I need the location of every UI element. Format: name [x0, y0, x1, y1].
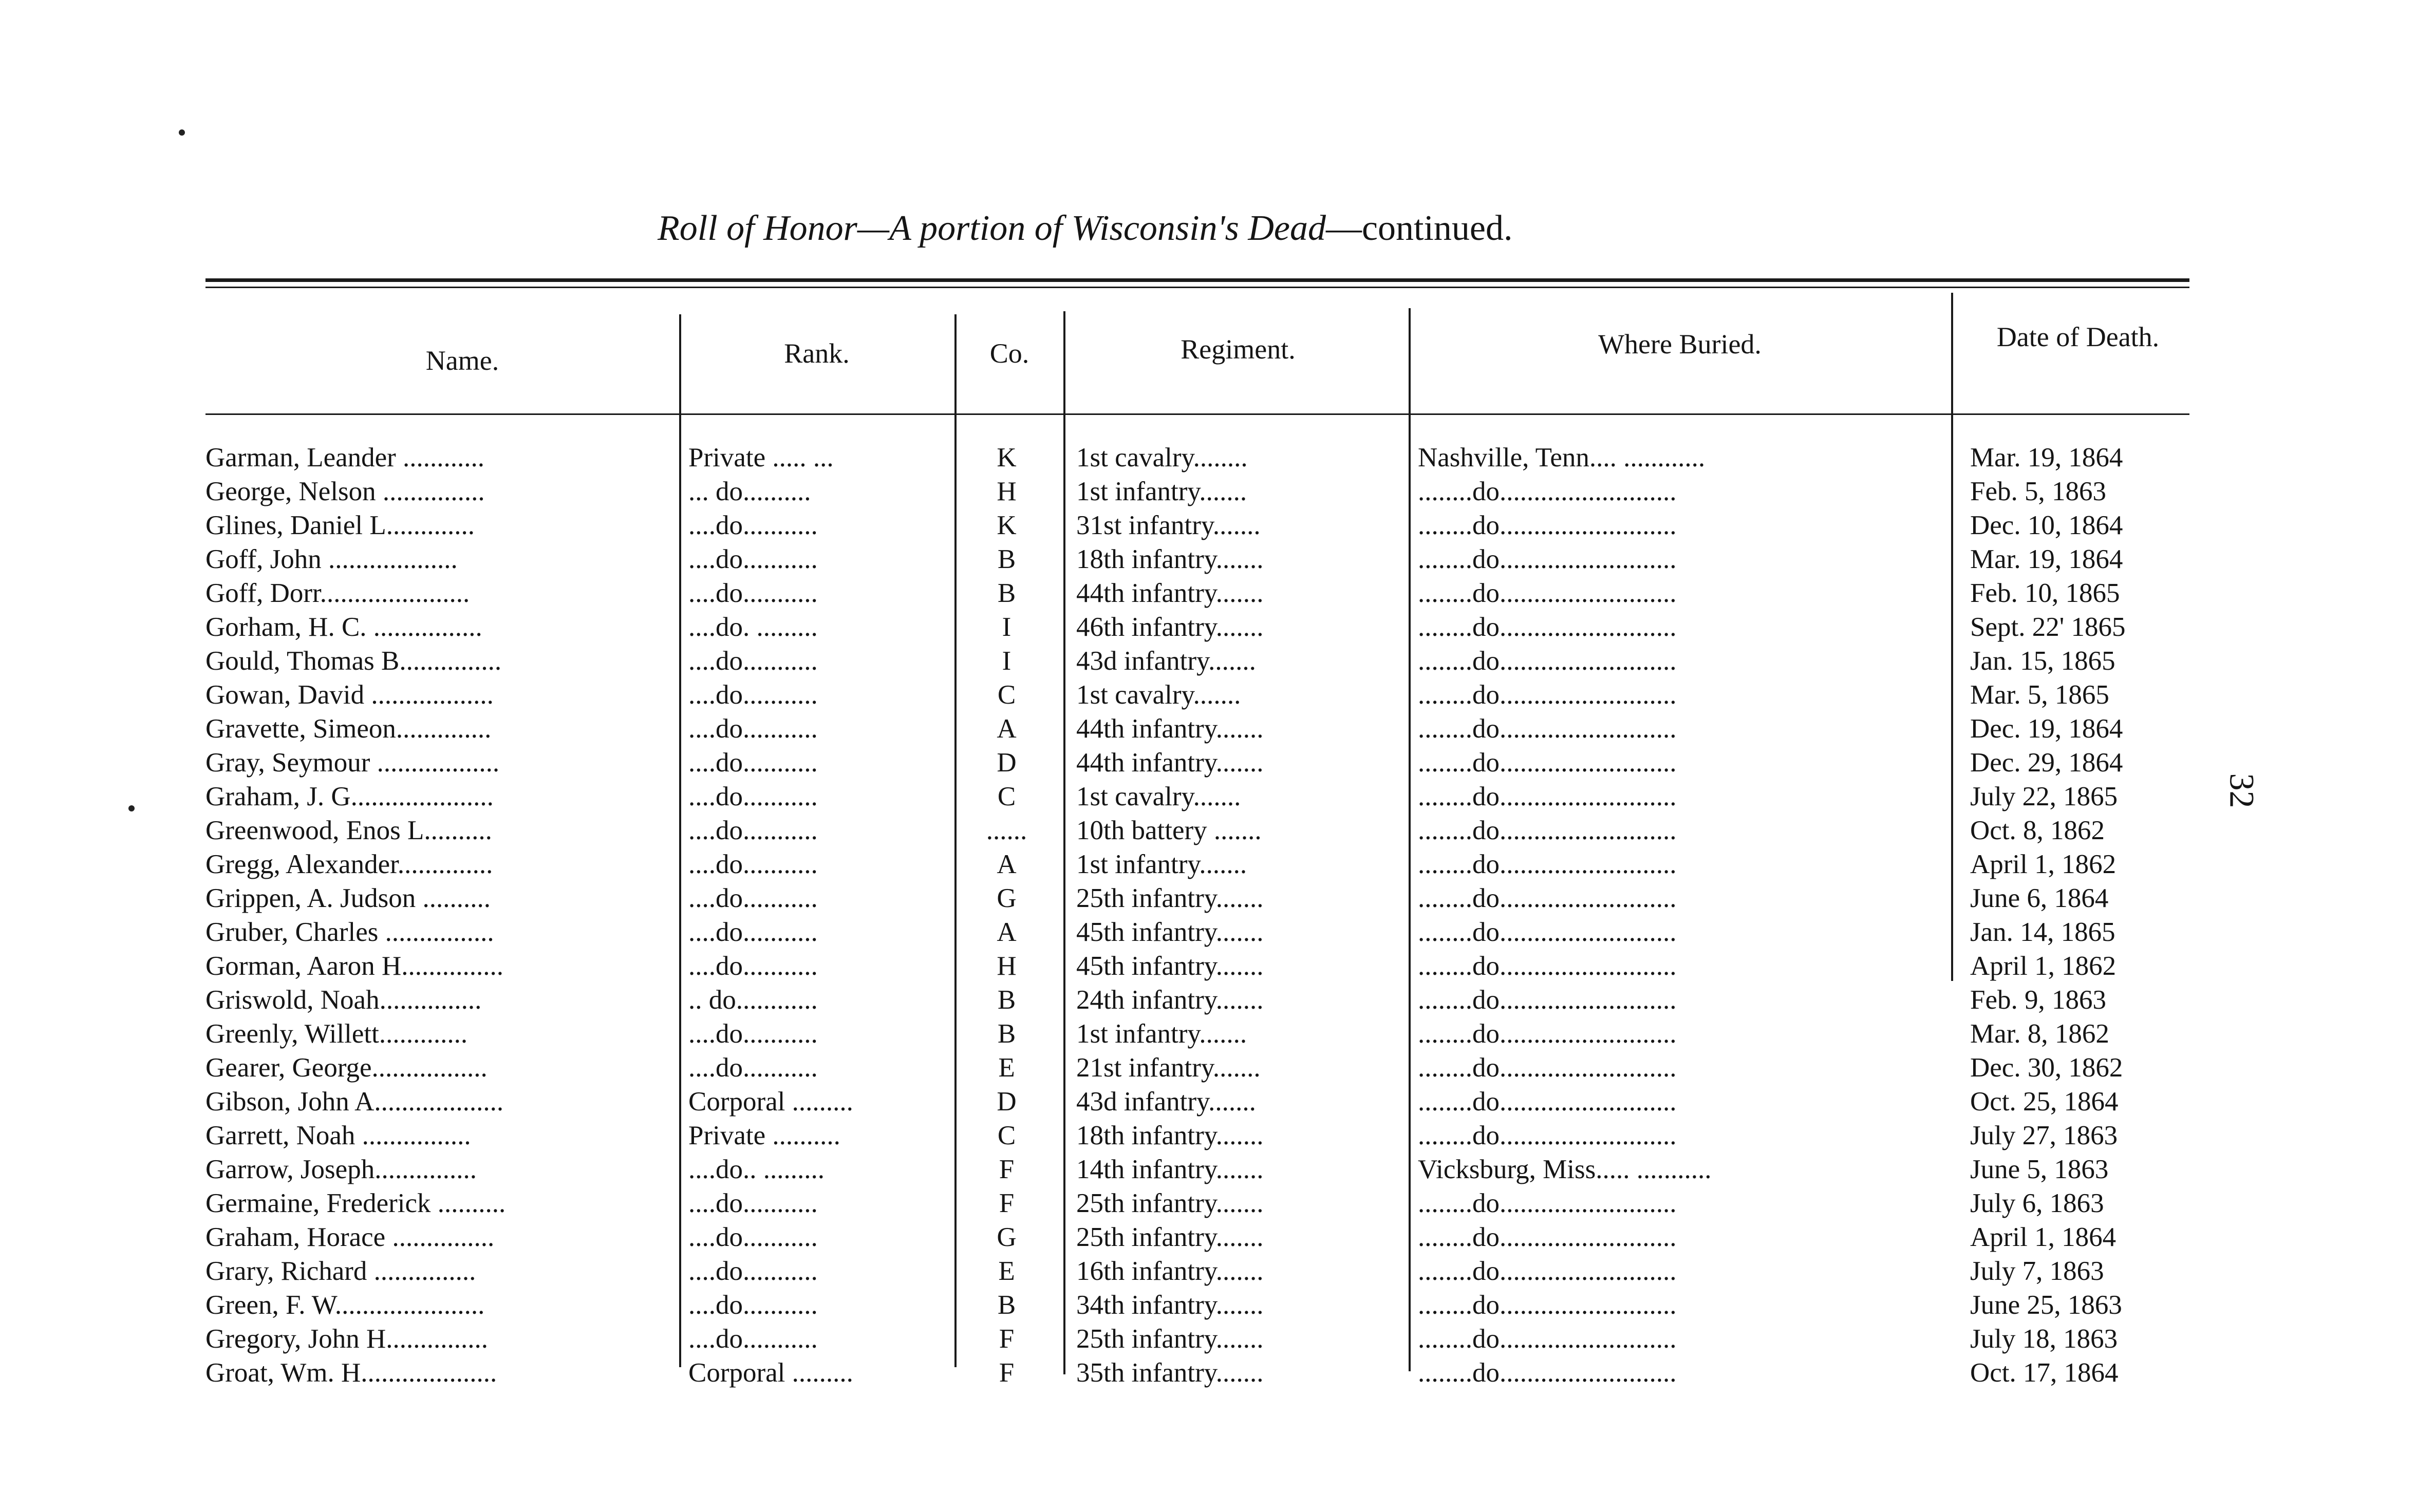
entry-where-buried: ........do.......................... — [1418, 1256, 1677, 1286]
table-row — [0, 746, 2435, 780]
entry-rank: ....do........... — [688, 1019, 818, 1049]
table-row — [0, 881, 2435, 915]
entry-date-of-death: June 5, 1863 — [1970, 1155, 2109, 1184]
scan-speck — [179, 129, 185, 136]
entry-company: D — [997, 1087, 1017, 1117]
header-rule — [205, 413, 2189, 415]
entry-rank: ....do........... — [688, 951, 818, 981]
entry-rank: ....do........... — [688, 782, 818, 811]
entry-where-buried: ........do.......................... — [1418, 883, 1677, 913]
entry-rank: Corporal ......... — [688, 1087, 853, 1117]
entry-where-buried: ........do.......................... — [1418, 816, 1677, 845]
entry-name: Garrett, Noah ................ — [205, 1121, 471, 1150]
entry-name: Grippen, A. Judson .......... — [205, 883, 491, 913]
entry-regiment: 10th battery ....... — [1076, 816, 1262, 845]
entry-company: H — [997, 951, 1017, 981]
entry-name: Gibson, John A................... — [205, 1087, 504, 1117]
table-row — [0, 508, 2435, 542]
entry-company: E — [998, 1053, 1015, 1083]
top-rule-thick — [205, 278, 2189, 282]
entry-where-buried: ........do.......................... — [1418, 951, 1677, 981]
entry-where-buried: ........do.......................... — [1418, 1324, 1677, 1354]
entry-date-of-death: July 27, 1863 — [1970, 1121, 2118, 1150]
entry-date-of-death: Feb. 5, 1863 — [1970, 477, 2106, 506]
entry-name: Gregg, Alexander.............. — [205, 849, 493, 879]
table-row — [0, 1017, 2435, 1051]
table-row — [0, 1220, 2435, 1254]
entry-date-of-death: Dec. 19, 1864 — [1970, 714, 2123, 744]
entry-regiment: 24th infantry....... — [1076, 985, 1264, 1015]
entry-date-of-death: Mar. 19, 1864 — [1970, 443, 2123, 472]
entry-regiment: 43d infantry....... — [1076, 1087, 1256, 1117]
entry-rank: ....do........... — [688, 1053, 818, 1083]
entry-name: Gruber, Charles ................ — [205, 917, 494, 947]
table-row — [0, 915, 2435, 949]
entry-date-of-death: Oct. 25, 1864 — [1970, 1087, 2119, 1117]
entry-regiment: 1st infantry....... — [1076, 477, 1247, 506]
entry-rank: ....do........... — [688, 883, 818, 913]
entry-date-of-death: Dec. 29, 1864 — [1970, 748, 2123, 778]
entry-date-of-death: Jan. 14, 1865 — [1970, 917, 2115, 947]
entry-company: F — [999, 1324, 1015, 1354]
entry-rank: ....do. ......... — [688, 612, 818, 642]
entry-regiment: 46th infantry....... — [1076, 612, 1264, 642]
entry-where-buried: ........do.......................... — [1418, 782, 1677, 811]
entry-company: A — [997, 917, 1017, 947]
entry-where-buried: ........do.......................... — [1418, 612, 1677, 642]
entry-company: I — [1002, 646, 1012, 676]
entry-date-of-death: July 7, 1863 — [1970, 1256, 2104, 1286]
entry-date-of-death: Feb. 9, 1863 — [1970, 985, 2106, 1015]
entry-company: B — [997, 578, 1016, 608]
entry-company: A — [997, 714, 1017, 744]
entry-name: Graham, J. G..................... — [205, 782, 494, 811]
entry-company: C — [997, 680, 1016, 710]
entry-date-of-death: Oct. 8, 1862 — [1970, 816, 2105, 845]
entry-regiment: 21st infantry....... — [1076, 1053, 1261, 1083]
table-row — [0, 712, 2435, 746]
entry-company: K — [997, 511, 1017, 540]
table-row — [0, 1085, 2435, 1119]
table-row — [0, 780, 2435, 814]
entry-name: Garman, Leander ............ — [205, 443, 485, 472]
entry-where-buried: Nashville, Tenn.... ............ — [1418, 443, 1706, 472]
table-row — [0, 814, 2435, 847]
entry-where-buried: ........do.......................... — [1418, 714, 1677, 744]
entry-regiment: 16th infantry....... — [1076, 1256, 1264, 1286]
entry-name: Germaine, Frederick .......... — [205, 1188, 506, 1218]
entry-where-buried: ........do.......................... — [1418, 748, 1677, 778]
table-row — [0, 644, 2435, 678]
entry-regiment: 45th infantry....... — [1076, 917, 1264, 947]
entry-date-of-death: Mar. 5, 1865 — [1970, 680, 2109, 710]
table-row — [0, 1051, 2435, 1085]
entry-name: Gorman, Aaron H............... — [205, 951, 503, 981]
entry-regiment: 18th infantry....... — [1076, 544, 1264, 574]
table-row — [0, 1356, 2435, 1390]
entry-regiment: 25th infantry....... — [1076, 1222, 1264, 1252]
entry-where-buried: ........do.......................... — [1418, 1188, 1677, 1218]
entry-name: Griswold, Noah............... — [205, 985, 482, 1015]
entry-regiment: 14th infantry....... — [1076, 1155, 1264, 1184]
entry-regiment: 25th infantry....... — [1076, 1324, 1264, 1354]
entry-date-of-death: Mar. 19, 1864 — [1970, 544, 2123, 574]
table-row — [0, 441, 2435, 475]
entry-where-buried: ........do.......................... — [1418, 1053, 1677, 1083]
entry-company: ...... — [986, 816, 1027, 845]
entry-company: D — [997, 748, 1017, 778]
entry-rank: ....do........... — [688, 849, 818, 879]
entry-regiment: 44th infantry....... — [1076, 714, 1264, 744]
entry-regiment: 44th infantry....... — [1076, 748, 1264, 778]
entry-rank: ....do........... — [688, 1290, 818, 1320]
page-title — [658, 208, 1513, 249]
table-row — [0, 1288, 2435, 1322]
entry-company: B — [997, 544, 1016, 574]
entry-regiment: 35th infantry....... — [1076, 1358, 1264, 1388]
entry-where-buried: ........do.......................... — [1418, 1358, 1677, 1388]
entry-name: Gearer, George................. — [205, 1053, 488, 1083]
table-row — [0, 576, 2435, 610]
entry-rank: Private .......... — [688, 1121, 840, 1150]
entry-name: Gorham, H. C. ................ — [205, 612, 482, 642]
entry-where-buried: ........do.......................... — [1418, 1019, 1677, 1049]
entry-company: F — [999, 1358, 1015, 1388]
entry-date-of-death: Dec. 10, 1864 — [1970, 511, 2123, 540]
header-rank: Rank. — [784, 338, 850, 369]
entry-date-of-death: Mar. 8, 1862 — [1970, 1019, 2109, 1049]
entry-where-buried: ........do.......................... — [1418, 1121, 1677, 1150]
entry-company: B — [997, 1019, 1016, 1049]
header-regiment: Regiment. — [1181, 334, 1296, 365]
title-continued: —continued. — [1325, 209, 1513, 248]
entry-date-of-death: Dec. 30, 1862 — [1970, 1053, 2123, 1083]
table-row — [0, 983, 2435, 1017]
entry-rank: ....do........... — [688, 680, 818, 710]
entry-name: Garrow, Joseph............... — [205, 1155, 477, 1184]
entry-date-of-death: Sept. 22' 1865 — [1970, 612, 2126, 642]
entry-company: G — [997, 1222, 1017, 1252]
entry-regiment: 18th infantry....... — [1076, 1121, 1264, 1150]
table-row — [0, 1152, 2435, 1186]
entry-rank: ....do.. ......... — [688, 1155, 825, 1184]
entry-regiment: 25th infantry....... — [1076, 1188, 1264, 1218]
entry-rank: .. do............ — [688, 985, 818, 1015]
table-row — [0, 610, 2435, 644]
entry-name: Gould, Thomas B............... — [205, 646, 502, 676]
header-date-of-death: Date of Death. — [1996, 322, 2160, 352]
entry-regiment: 1st cavalry....... — [1076, 680, 1241, 710]
table-row — [0, 1186, 2435, 1220]
entry-rank: ....do........... — [688, 1188, 818, 1218]
entry-company: E — [998, 1256, 1015, 1286]
entry-company: B — [997, 1290, 1016, 1320]
entry-rank: ....do........... — [688, 714, 818, 744]
entry-company: K — [997, 443, 1017, 472]
entry-date-of-death: July 18, 1863 — [1970, 1324, 2118, 1354]
entry-company: I — [1002, 612, 1012, 642]
entry-company: F — [999, 1188, 1015, 1218]
header-company: Co. — [989, 338, 1029, 369]
header-name: Name. — [425, 345, 499, 376]
entry-rank: ....do........... — [688, 917, 818, 947]
entry-rank: ... do.......... — [688, 477, 811, 506]
entry-date-of-death: April 1, 1864 — [1970, 1222, 2116, 1252]
entry-date-of-death: July 22, 1865 — [1970, 782, 2118, 811]
entry-name: Gray, Seymour .................. — [205, 748, 500, 778]
table-row — [0, 542, 2435, 576]
entry-regiment: 31st infantry....... — [1076, 511, 1261, 540]
entry-where-buried: ........do.......................... — [1418, 544, 1677, 574]
entry-regiment: 43d infantry....... — [1076, 646, 1256, 676]
entry-date-of-death: Feb. 10, 1865 — [1970, 578, 2120, 608]
entry-date-of-death: Jan. 15, 1865 — [1970, 646, 2115, 676]
entry-company: F — [999, 1155, 1015, 1184]
entry-company: C — [997, 1121, 1016, 1150]
entry-regiment: 1st cavalry....... — [1076, 782, 1241, 811]
entry-name: Grary, Richard ............... — [205, 1256, 476, 1286]
entry-regiment: 1st infantry....... — [1076, 849, 1247, 879]
entry-where-buried: ........do.......................... — [1418, 680, 1677, 710]
entry-rank: ....do........... — [688, 748, 818, 778]
entry-company: H — [997, 477, 1017, 506]
table-row — [0, 1254, 2435, 1288]
entry-rank: ....do........... — [688, 544, 818, 574]
entry-rank: ....do........... — [688, 816, 818, 845]
entry-rank: ....do........... — [688, 511, 818, 540]
entry-name: Groat, Wm. H.................... — [205, 1358, 497, 1388]
table-row — [0, 475, 2435, 508]
page-number: 32 — [2222, 773, 2262, 808]
entry-name: George, Nelson ............... — [205, 477, 485, 506]
entry-date-of-death: June 6, 1864 — [1970, 883, 2109, 913]
entry-date-of-death: July 6, 1863 — [1970, 1188, 2104, 1218]
entry-rank: ....do........... — [688, 1256, 818, 1286]
entry-where-buried: ........do.......................... — [1418, 1087, 1677, 1117]
entry-name: Gregory, John H............... — [205, 1324, 489, 1354]
entry-where-buried: ........do.......................... — [1418, 1290, 1677, 1320]
entry-where-buried: Vicksburg, Miss..... ........... — [1418, 1155, 1712, 1184]
title-main: Roll of Honor—A portion of Wisconsin's Dead — [658, 209, 1326, 248]
entry-regiment: 25th infantry....... — [1076, 883, 1264, 913]
roll-table-body — [0, 441, 2435, 1390]
entry-company: B — [997, 985, 1016, 1015]
table-row — [0, 1322, 2435, 1356]
entry-where-buried: ........do.......................... — [1418, 511, 1677, 540]
entry-regiment: 1st cavalry........ — [1076, 443, 1248, 472]
entry-name: Green, F. W...................... — [205, 1290, 485, 1320]
table-row — [0, 678, 2435, 712]
entry-name: Goff, Dorr...................... — [205, 578, 470, 608]
table-row — [0, 847, 2435, 881]
entry-company: A — [997, 849, 1017, 879]
entry-company: C — [997, 782, 1016, 811]
entry-rank: Corporal ......... — [688, 1358, 853, 1388]
entry-where-buried: ........do.......................... — [1418, 646, 1677, 676]
entry-where-buried: ........do.......................... — [1418, 849, 1677, 879]
entry-where-buried: ........do.......................... — [1418, 985, 1677, 1015]
entry-where-buried: ........do.......................... — [1418, 477, 1677, 506]
entry-regiment: 34th infantry....... — [1076, 1290, 1264, 1320]
entry-name: Greenwood, Enos L.......... — [205, 816, 492, 845]
entry-date-of-death: June 25, 1863 — [1970, 1290, 2122, 1320]
entry-where-buried: ........do.......................... — [1418, 578, 1677, 608]
table-row — [0, 1119, 2435, 1152]
entry-name: Graham, Horace ............... — [205, 1222, 495, 1252]
entry-rank: ....do........... — [688, 646, 818, 676]
entry-regiment: 45th infantry....... — [1076, 951, 1264, 981]
header-where-buried: Where Buried. — [1598, 329, 1762, 360]
entry-company: G — [997, 883, 1017, 913]
table-row — [0, 949, 2435, 983]
top-rule-thin — [205, 287, 2189, 288]
entry-regiment: 1st infantry....... — [1076, 1019, 1247, 1049]
entry-date-of-death: Oct. 17, 1864 — [1970, 1358, 2119, 1388]
entry-name: Glines, Daniel L............. — [205, 511, 475, 540]
entry-date-of-death: April 1, 1862 — [1970, 951, 2116, 981]
entry-name: Gowan, David .................. — [205, 680, 494, 710]
entry-rank: Private ..... ... — [688, 443, 834, 472]
entry-name: Greenly, Willett............. — [205, 1019, 468, 1049]
entry-where-buried: ........do.......................... — [1418, 1222, 1677, 1252]
entry-name: Goff, John ................... — [205, 544, 458, 574]
entry-rank: ....do........... — [688, 1324, 818, 1354]
entry-name: Gravette, Simeon.............. — [205, 714, 492, 744]
entry-rank: ....do........... — [688, 578, 818, 608]
entry-regiment: 44th infantry....... — [1076, 578, 1264, 608]
entry-date-of-death: April 1, 1862 — [1970, 849, 2116, 879]
entry-rank: ....do........... — [688, 1222, 818, 1252]
entry-where-buried: ........do.......................... — [1418, 917, 1677, 947]
